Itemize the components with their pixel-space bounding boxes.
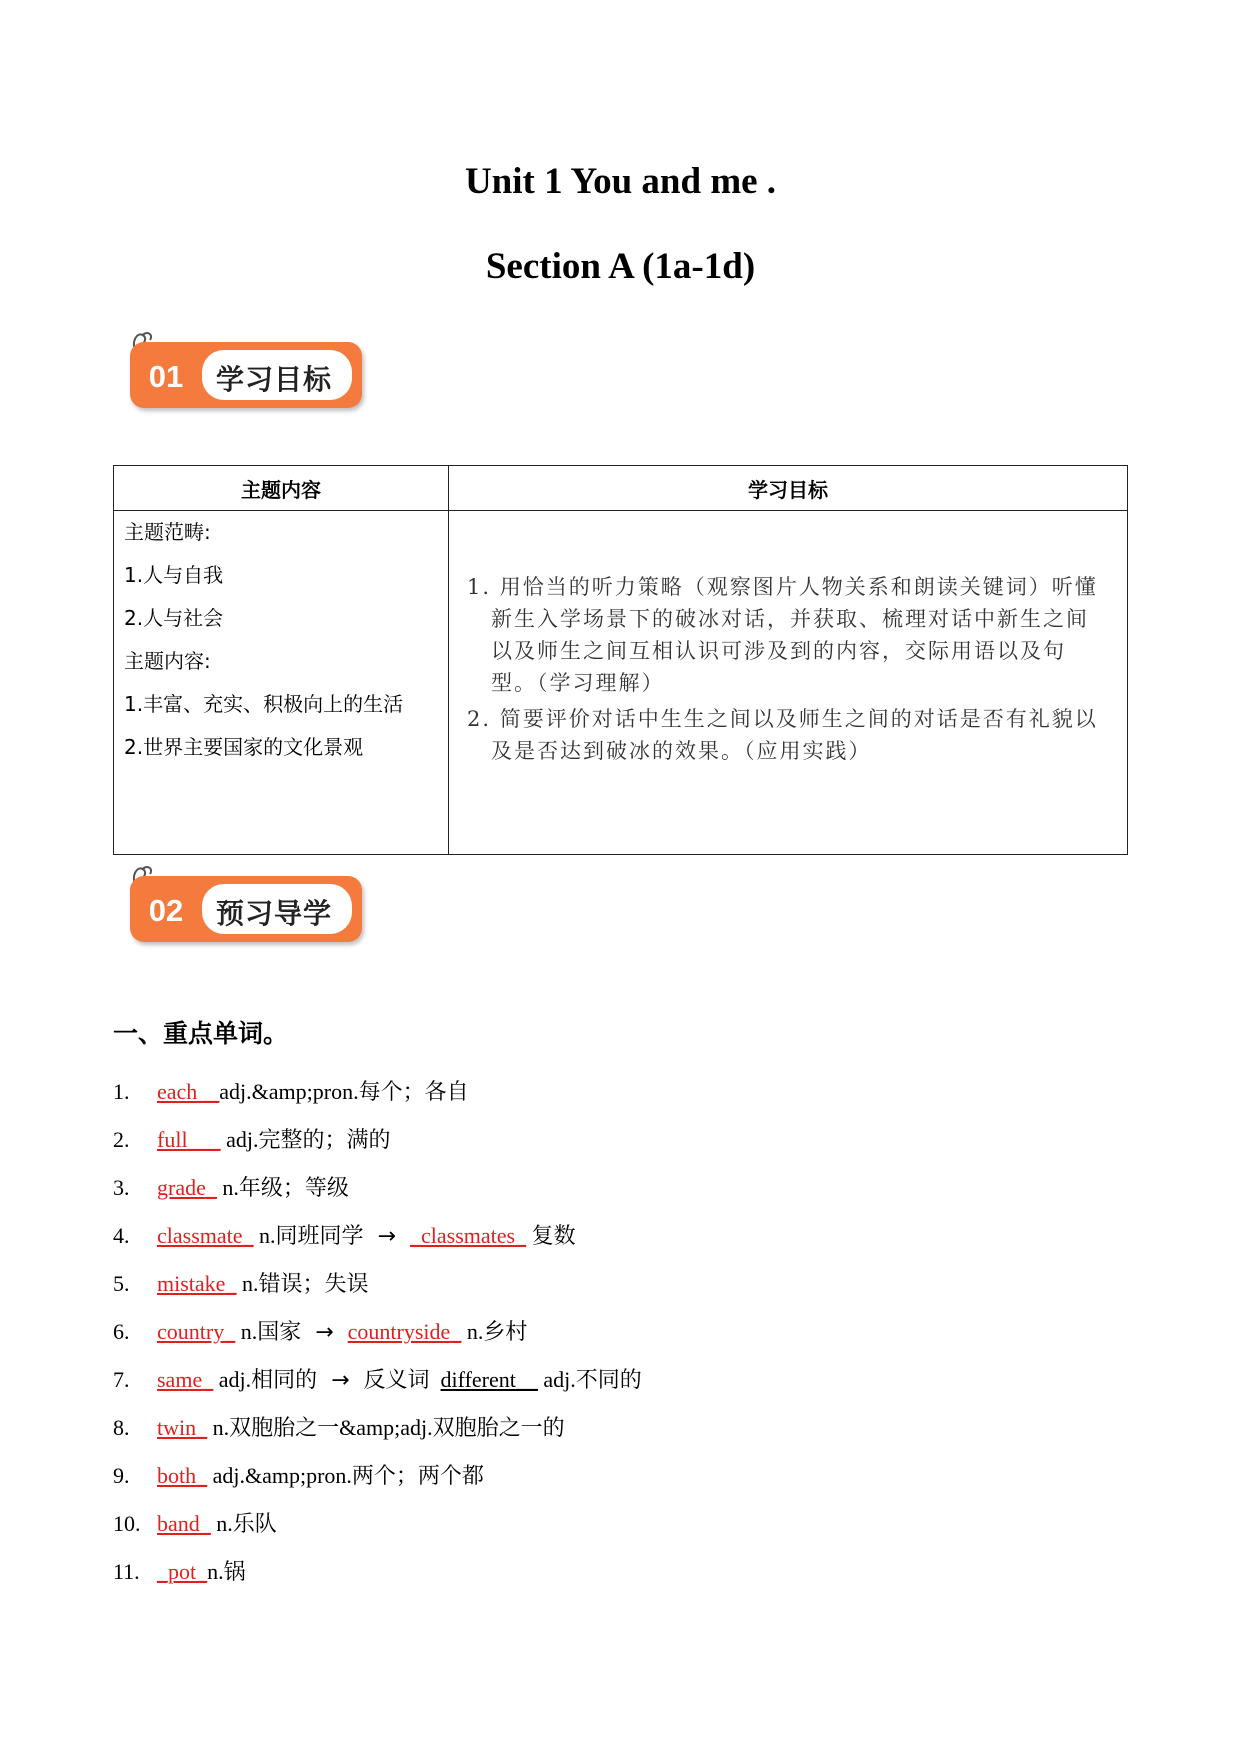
section-badge-goals: [128, 322, 363, 422]
goals-cell: [449, 511, 1128, 855]
content-item: 2.世界主要国家的文化景观: [124, 735, 364, 759]
badge-number: 01: [148, 359, 184, 394]
answer-2: different: [440, 1367, 516, 1392]
table-header-topic: 主题内容: [114, 466, 449, 511]
vocab-item: 1. each__adj.&amp;pron.每个；各自: [113, 1079, 469, 1104]
definition: n.错误；失误: [236, 1271, 369, 1296]
learning-goals-table: [113, 465, 1128, 855]
goal-item: 1. 用恰当的听力策略（观察图片人物关系和朗读关键词）听懂新生入学场景下的破冰对话，并获取、梳理对话中新生之间以及师生之间互相认识可涉及到的内容，交际用语以及句型。（学习理解）: [467, 575, 1098, 695]
section-badge-preview: [128, 856, 363, 956]
vocab-item: 4. classmate_ n.同班同学 → _classmates_ 复数: [113, 1223, 576, 1249]
definition: n.双胞胎之一&amp;adj.双胞胎之一的: [207, 1415, 565, 1440]
badge-label: 学习目标: [216, 363, 333, 396]
answer: both: [157, 1463, 197, 1488]
content-heading: 主题内容:: [124, 649, 211, 673]
vocab-item: 9. both_ adj.&amp;pron.两个；两个都: [113, 1463, 484, 1488]
badge-number: 02: [148, 893, 184, 928]
vocab-item: 2. full___ adj.完整的；满的: [113, 1127, 391, 1152]
page-subtitle: Section A (1a-1d): [485, 246, 756, 287]
arrow-icon: →: [315, 1320, 334, 1345]
answer: grade: [157, 1175, 206, 1200]
answer: classmate: [157, 1223, 243, 1248]
definition: n.国家: [235, 1319, 302, 1344]
definition: n.锅: [207, 1559, 246, 1584]
arrow-icon: →: [331, 1368, 350, 1393]
vocab-item: 8. twin_ n.双胞胎之一&amp;adj.双胞胎之一的: [113, 1415, 565, 1440]
scope-item: 2.人与社会: [124, 606, 224, 630]
answer: twin: [157, 1415, 197, 1440]
answer: same: [157, 1367, 203, 1392]
vocab-item: 5. mistake_ n.错误；失误: [113, 1271, 369, 1296]
vocab-item: 3. grade_ n.年级；等级: [113, 1175, 349, 1200]
goal-item: 2. 简要评价对话中生生之间以及师生之间的对话是否有礼貌以及是否达到破冰的效果。（应用实践）: [467, 707, 1098, 763]
definition: adj.&amp;pron.每个；各自: [219, 1079, 469, 1104]
answer: mistake: [157, 1271, 226, 1296]
table-header-goals: 学习目标: [449, 466, 1128, 511]
vocab-item: 11. _pot_n.锅: [113, 1559, 246, 1584]
badge-label: 预习导学: [216, 897, 333, 930]
page-title: Unit 1 You and me .: [464, 161, 777, 202]
definition: adj.相同的: [213, 1367, 318, 1392]
definition: adj.完整的；满的: [220, 1127, 391, 1152]
vocab-item: 6. country_ n.国家 → countryside_ n.乡村: [113, 1319, 528, 1345]
answer-2: countryside: [347, 1319, 451, 1344]
answer: band: [157, 1511, 200, 1536]
definition: n.年级；等级: [216, 1175, 349, 1200]
answer: each: [157, 1079, 198, 1104]
answer: full: [157, 1127, 188, 1152]
answer-2: classmates: [420, 1223, 516, 1248]
vocab-item: 10. band_ n.乐队: [113, 1511, 277, 1536]
arrow-icon: →: [377, 1224, 396, 1249]
vocab-list: [113, 1072, 642, 1600]
answer: country: [157, 1319, 225, 1344]
definition: n.乐队: [210, 1511, 277, 1536]
definition: n.同班同学: [253, 1223, 364, 1248]
vocab-heading: 一、重点单词。: [113, 1019, 289, 1048]
content-item: 1.丰富、充实、积极向上的生活: [124, 692, 404, 716]
definition: adj.&amp;pron.两个；两个都: [207, 1463, 484, 1488]
answer: _pot_: [157, 1559, 208, 1584]
scope-item: 1.人与自我: [124, 563, 224, 587]
scope-heading: 主题范畴:: [124, 520, 211, 544]
vocab-item: 7. same_ adj.相同的 → 反义词 different__ adj.不同的: [113, 1367, 642, 1393]
topic-cell: [114, 511, 449, 855]
